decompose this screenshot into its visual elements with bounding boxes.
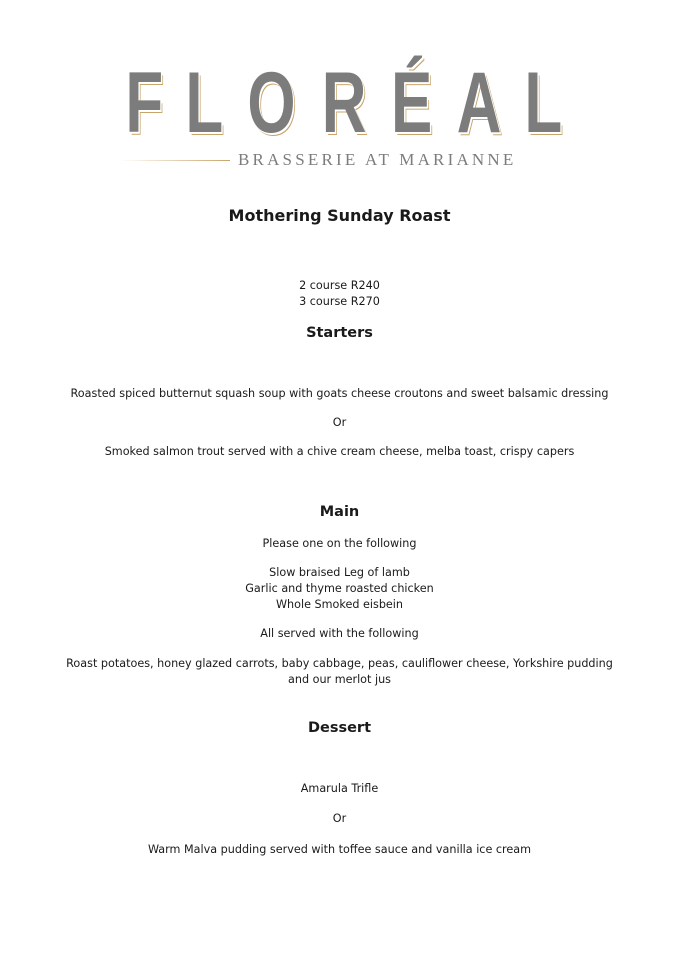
main-intro: Please one on the following [262, 537, 417, 550]
main-served-with: All served with the following [260, 627, 419, 640]
main-item-chicken: Garlic and thyme roasted chicken [245, 582, 434, 595]
main-heading: Main [319, 504, 360, 520]
dessert-heading: Dessert [307, 720, 372, 736]
floreal-logo [0, 0, 679, 180]
starters-heading: Starters [306, 325, 373, 341]
logo-letter: L [524, 55, 563, 151]
page-title: Mothering Sunday Roast [228, 206, 451, 225]
starter-or: Or [332, 416, 347, 429]
logo-divider-line [120, 160, 230, 161]
main-sides-line-2: and our merlot jus [288, 673, 391, 686]
price-two-course: 2 course R240 [299, 279, 380, 292]
dessert-option-2: Warm Malva pudding served with toffee sauce and vanilla ice cream [147, 843, 532, 856]
main-item-eisbein: Whole Smoked eisbein [275, 598, 403, 611]
logo-letter: L [185, 55, 224, 151]
main-item-lamb: Slow braised Leg of lamb [269, 566, 410, 579]
starter-option-2: Smoked salmon trout served with a chive cream cheese, melba toast, crispy capers [104, 445, 575, 458]
logo-wordmark [118, 55, 570, 151]
logo-letter: A [456, 55, 502, 151]
logo-letter: É [390, 55, 433, 151]
price-three-course: 3 course R270 [299, 295, 380, 308]
logo-letter: O [247, 55, 296, 151]
logo-letter: F [125, 55, 164, 151]
logo-subtitle: BRASSERIE AT MARIANNE [238, 150, 517, 169]
dessert-or: Or [332, 812, 347, 825]
main-sides-line-1: Roast potatoes, honey glazed carrots, baby cabbage, peas, cauliflower cheese, Yorkshire pudding [66, 657, 613, 670]
logo-letter: R [321, 55, 367, 151]
dessert-option-1: Amarula Trifle [300, 782, 379, 795]
starter-option-1: Roasted spiced butternut squash soup with goats cheese croutons and sweet balsamic dressing [70, 387, 609, 400]
